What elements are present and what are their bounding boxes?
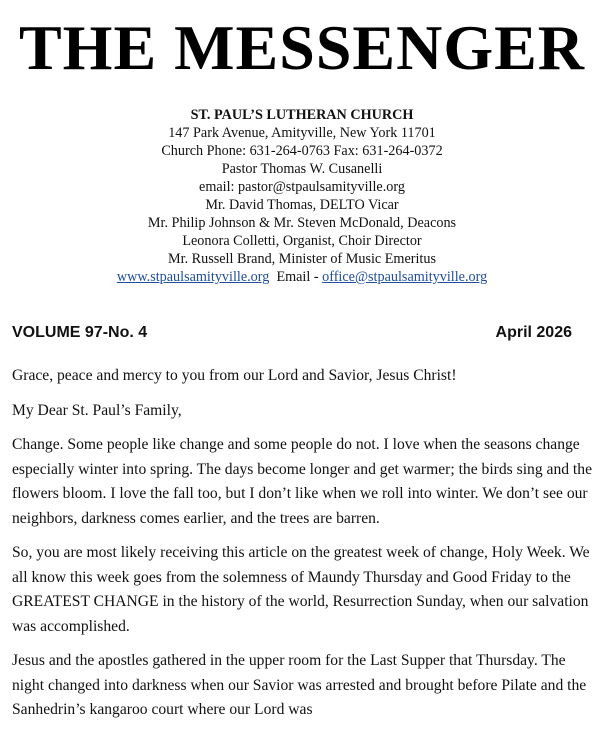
contact-links-row [0,268,604,286]
organist-name: Leonora Colletti, Organist, Choir Director [182,233,422,249]
greeting-paragraph: Grace, peace and mercy to you from our Lord and Savior, Jesus Christ! [12,367,457,384]
issue-date: April 2026 [495,324,572,341]
deacons-names: Mr. Philip Johnson & Mr. Steven McDonald, Deacons [147,215,457,231]
church-name: ST. PAUL’S LUTHERAN CHURCH [190,107,414,123]
church-address: 147 Park Avenue, Amityville, New York 11701 [168,125,436,141]
music-minister-emeritus: Mr. Russell Brand, Minister of Music Emeritus [168,251,436,267]
office-email-link[interactable]: office@stpaulsamityville.org [322,269,488,285]
church-phones: Church Phone: 631-264-0763 Fax: 631-264-0372 [161,143,443,159]
volume-number: VOLUME 97-No. 4 [12,324,148,341]
newsletter-masthead: THE MESSENGER [18,12,586,83]
salutation-paragraph: My Dear St. Paul’s Family, [12,401,182,419]
article-body [12,364,592,733]
pastor-name: Pastor Thomas W. Cusanelli [221,161,383,177]
issue-info-row [12,322,572,344]
email-label: Email - [276,269,319,285]
article-paragraph: Change. Some people like change and some people do not. I love when the seasons change especially winter into spring. The days become longer and get warmer; the birds sing and the flowers bloom. I love the fall too, but I don’t like when we roll into winter. We don’t see our neighbors, darkness comes earlier, and the trees are barren. [12,436,592,527]
pastor-email: email: pastor@stpaulsamityville.org [199,179,405,195]
church-info-block [0,106,604,286]
article-paragraph: Jesus and the apostles gathered in the upper room for the Last Supper that Thursday. The night changed into darkness when our Savior was arrested and brought before Pilate and the Sanhedrin’s kangaroo court where our Lord was [12,652,587,718]
vicar-name: Mr. David Thomas, DELTO Vicar [205,197,399,213]
website-link[interactable]: www.stpaulsamityville.org [116,269,270,285]
article-paragraph: So, you are most likely receiving this article on the greatest week of change, Holy Week. We all know this week goes from the solemness of Maundy Thursday and Good Friday to the GREATEST CHANGE in the history of the world, Resurrection Sunday, when our salvation was accomplished. [12,544,590,635]
